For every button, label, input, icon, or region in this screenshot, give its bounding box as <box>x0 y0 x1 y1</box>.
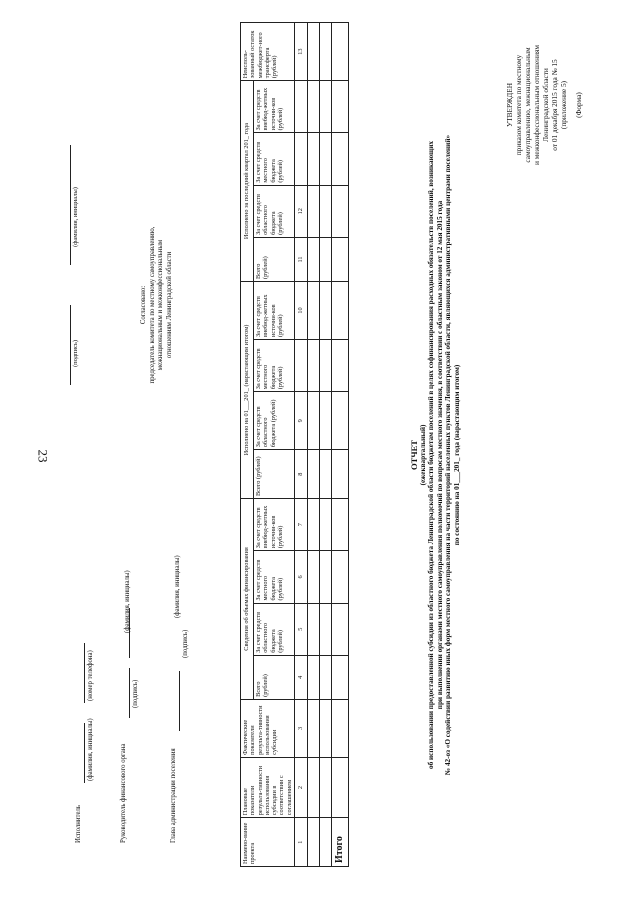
signature-finance <box>120 423 150 843</box>
col-number: 7 <box>295 499 308 551</box>
col-number <box>295 81 308 133</box>
report-description: № 42-оз «О содействии развитию иных форм местного самоуправления на части территорий населенных пунктов Ленинградской области, являющихся административными центрами поселений» <box>444 134 453 776</box>
approval-line: Ленинградской области <box>541 68 550 142</box>
header-project-name: Наимено-вание проекта <box>241 818 295 867</box>
approval-line: от 01 декабря 2015 года № 15 <box>550 59 559 151</box>
col-number: 5 <box>295 603 308 655</box>
col-number <box>295 133 308 185</box>
report-description: об использовании предоставленной субсидии из областного бюджета Ленинградской области бюджетам поселений в целях софинансирования расходных обязательств поселений, возникающих <box>427 141 436 769</box>
sub-total: Всего (рублей) <box>254 450 295 499</box>
col-number: 9 <box>295 392 308 450</box>
agreement-line: отношениям Ленинградской области <box>165 251 173 359</box>
col-number: 13 <box>295 23 308 81</box>
finance-signature-caption: (подпись) <box>132 679 139 708</box>
report-period: (ежеквартальный) <box>418 424 427 486</box>
agreement-title: Согласовано: <box>140 285 147 325</box>
agreement-line: межнациональным и межконфессиональным <box>157 239 164 371</box>
sub-regional: За счет средств областного бюджета (рублей) <box>254 603 295 655</box>
agreement-name-caption: (фамилия, инициалы) <box>72 187 79 247</box>
col-number: 11 <box>295 237 308 281</box>
col-number <box>295 340 308 392</box>
col-number: 12 <box>295 185 308 237</box>
finance-label: Руководитель финансового органа <box>120 743 127 843</box>
header-fact-indicators: Фактические показатели результа-тивности использования субсидии <box>241 699 295 757</box>
approval-line: самоуправлению, межнациональным <box>523 47 532 163</box>
col-number: 2 <box>295 757 308 817</box>
approval-line: (приложение 5) <box>559 80 568 130</box>
approval-line: и межконфессиональным отношениям <box>532 45 541 165</box>
head-label: Глава администрации поселения <box>170 748 177 843</box>
signature-head <box>170 423 200 843</box>
col-number: 1 <box>295 818 308 867</box>
col-number: 8 <box>295 450 308 499</box>
agreement-line: председатель комитета по местному самоуправлению, <box>148 226 156 384</box>
sub-extra: За счет средств внебюд-жетных источни-ков (рублей) <box>254 81 295 133</box>
sub-local: За счет средств местного бюджета (рублей) <box>254 340 295 392</box>
page-number: 23 <box>35 449 51 463</box>
agreement-signature-row <box>60 85 90 385</box>
signature-executor <box>75 423 105 843</box>
head-name-caption: (фамилия, инициалы) <box>174 555 181 618</box>
agreement-block <box>140 175 174 435</box>
col-number: 10 <box>295 282 308 340</box>
report-title: ОТЧЕТ <box>409 440 419 470</box>
total-row <box>332 23 349 867</box>
sub-local: За счет средств местного бюджета (рублей) <box>254 133 295 185</box>
col-number: 6 <box>295 551 308 603</box>
sub-local: За счет средств местного бюджета (рублей) <box>254 551 295 603</box>
report-title-block <box>410 65 462 845</box>
col-number: 3 <box>295 699 308 757</box>
sub-extra: За счет средств внебюд-жетных источни-ков (рублей) <box>254 282 295 340</box>
agreement-signature-caption: (подпись) <box>72 340 79 367</box>
executor-name-caption: (фамилия, инициалы) <box>87 718 94 781</box>
sub-total: Всего (рублей) <box>254 655 295 699</box>
approval-block <box>505 5 583 205</box>
report-table <box>240 22 349 867</box>
total-label: Итого <box>332 818 349 867</box>
approval-line: приказом комитета по местному <box>514 54 523 156</box>
finance-name-caption: (фамилия, инициалы) <box>124 570 131 633</box>
head-signature-caption: (подпись) <box>182 629 189 658</box>
executor-phone-caption: (номер телефона) <box>87 650 94 701</box>
header-exec-quarter: Исполнено за последний квартал 201_ года <box>241 81 254 282</box>
report-date: по состоянию на 01___201_ года (нарастающим итогом) <box>452 364 461 546</box>
header-plan-indicators: Плановые показатели результа-тивности использования субсидии в соответствии с соглашением <box>241 757 295 817</box>
sub-extra: За счет средств внебюд-жетных источни-ков (рублей) <box>254 499 295 551</box>
sub-total: Всего (рублей) <box>254 237 295 281</box>
form-label: (Форма) <box>574 92 583 118</box>
executor-label: Исполнитель <box>75 804 82 843</box>
column-number-row <box>295 23 308 867</box>
table-row <box>320 23 332 867</box>
header-funding: Сведения об объемах финансирования <box>241 499 254 700</box>
table-row <box>308 23 320 867</box>
sub-regional: За счет средств областного бюджета (рублей) <box>254 185 295 237</box>
approval-title: УТВЕРЖДЕН <box>505 83 514 127</box>
report-description: при выполнении органами местного самоуправления полномочий по вопросам местного значения, в соответствии с областным законом от 12 мая 2015 года <box>435 200 444 710</box>
sub-regional: За счет средств областного бюджета (рублей) <box>254 392 295 450</box>
header-remainder: Неисполь-зованный остаток межбюджет-ного трансферта (рублей) <box>241 23 295 81</box>
header-exec-total: Исполнено на 01___201_ (нарастающим итогом) <box>241 282 254 499</box>
col-number: 4 <box>295 655 308 699</box>
